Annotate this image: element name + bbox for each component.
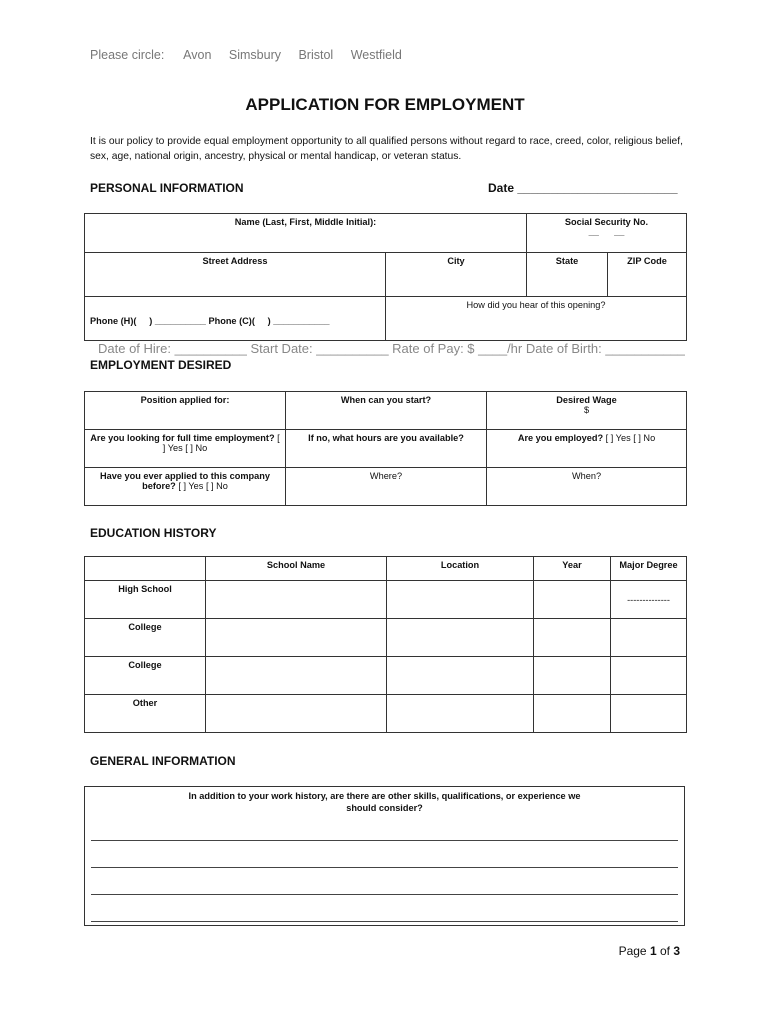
applied-before-label: Have you ever applied to this company before? [99,471,271,491]
ssn-blanks: __ __ [588,227,625,237]
page-current: 1 [649,944,657,958]
education-corner-cell [85,557,206,581]
state-label: State [555,256,579,266]
other-degree-cell[interactable] [611,695,687,733]
general-info-box [84,786,685,926]
position-field[interactable] [85,392,286,430]
hire-info-line: Date of Hire: __________ Start Date: __________ Rate of Pay: $ ____/hr Date of Birth: ___________ [98,341,685,356]
page-title: APPLICATION FOR EMPLOYMENT [245,95,525,114]
employment-desired-heading: EMPLOYMENT DESIRED [90,358,232,372]
answer-line[interactable] [91,895,678,922]
other-year-cell[interactable] [534,695,611,733]
name-label: Name (Last, First, Middle Initial): [234,217,377,227]
degree-dash: -------------- [627,594,670,605]
page-number [619,944,680,958]
street-address-field[interactable] [85,253,386,297]
location-option-avon[interactable]: Avon [183,48,212,62]
answer-line[interactable] [91,841,678,868]
row-label-college-1: College [85,619,206,657]
zip-label: ZIP Code [627,256,667,266]
location-option-simsbury[interactable]: Simsbury [228,48,281,62]
phone-field[interactable] [85,297,386,341]
currently-employed-label: Are you employed? [517,433,604,443]
location-option-westfield[interactable]: Westfield [350,48,402,62]
wage-symbol: $ [583,405,590,415]
page-of: of [656,944,674,958]
other-location-cell[interactable] [387,695,534,733]
state-field[interactable] [527,253,608,297]
circle-label: Please circle: [90,48,165,62]
applied-when-field[interactable] [487,468,687,506]
general-info-answer-lines [85,814,684,922]
hours-available-field[interactable] [286,430,487,468]
position-label: Position applied for: [140,395,230,405]
phone-home-label: Phone (H)( ) __________ [90,316,209,326]
ssn-field[interactable] [527,214,687,253]
location-option-bristol[interactable]: Bristol [298,48,334,62]
name-field[interactable] [85,214,527,253]
row-label-college-2: College [85,657,206,695]
col-major-degree: Major Degree [611,557,687,581]
personal-info-heading: PERSONAL INFORMATION [90,181,244,195]
ssn-label: Social Security No. [564,217,649,227]
college2-location-cell[interactable] [387,657,534,695]
start-availability-field[interactable] [286,392,487,430]
high-school-degree-cell[interactable] [611,581,687,619]
date-field[interactable]: Date ________________________ [488,181,678,195]
college2-name-cell[interactable] [206,657,387,695]
employment-table [84,391,687,506]
hours-available-label: If no, what hours are you available? [308,433,464,443]
high-school-location-cell[interactable] [387,581,534,619]
college2-year-cell[interactable] [534,657,611,695]
fulltime-label: Are you looking for full time employment? [90,433,275,443]
row-label-high-school: High School [85,581,206,619]
phone-cell-label: Phone (C)( ) ___________ [208,316,330,326]
desired-wage-label: Desired Wage [556,395,617,405]
policy-statement: It is our policy to provide equal employment opportunity to all qualified persons without regard to race, creed, color, religious belief, sex, age, national origin, ancestry, physical or mental handicap, or veteran status. [90,136,683,162]
college1-name-cell[interactable] [206,619,387,657]
hear-about-label: How did you hear of this opening? [466,300,606,310]
city-label: City [447,256,465,266]
fulltime-field[interactable] [85,430,286,468]
high-school-year-cell[interactable] [534,581,611,619]
applied-when-label: When? [571,471,602,481]
applied-where-field[interactable] [286,468,487,506]
page-prefix: Page [618,944,650,958]
street-address-label: Street Address [202,256,268,266]
college2-degree-cell[interactable] [611,657,687,695]
college1-degree-cell[interactable] [611,619,687,657]
personal-info-table [84,213,687,341]
desired-wage-field[interactable] [487,392,687,430]
zip-field[interactable] [608,253,687,297]
currently-employed-options[interactable]: [ ] Yes [ ] No [605,433,656,443]
college1-location-cell[interactable] [387,619,534,657]
general-info-heading: GENERAL INFORMATION [90,754,236,768]
city-field[interactable] [386,253,527,297]
page-total: 3 [673,944,680,958]
col-year: Year [534,557,611,581]
high-school-name-cell[interactable] [206,581,387,619]
col-location: Location [387,557,534,581]
college1-year-cell[interactable] [534,619,611,657]
answer-line[interactable] [91,868,678,895]
applied-where-label: Where? [369,471,403,481]
applied-before-options[interactable]: [ ] Yes [ ] No [178,481,228,491]
fulltime-options[interactable]: [ ] Yes [ ] No [162,433,280,453]
general-info-question: In addition to your work history, are there are other skills, qualifications, or experience we should consider? [188,791,581,813]
currently-employed-field[interactable] [487,430,687,468]
col-school-name: School Name [206,557,387,581]
hear-about-field[interactable] [386,297,687,341]
education-heading: EDUCATION HISTORY [90,526,217,540]
other-name-cell[interactable] [206,695,387,733]
location-circle-line [90,48,416,62]
row-label-other: Other [85,695,206,733]
applied-before-field[interactable] [85,468,286,506]
education-table [84,556,687,733]
answer-line[interactable] [91,814,678,841]
start-availability-label: When can you start? [340,395,432,405]
